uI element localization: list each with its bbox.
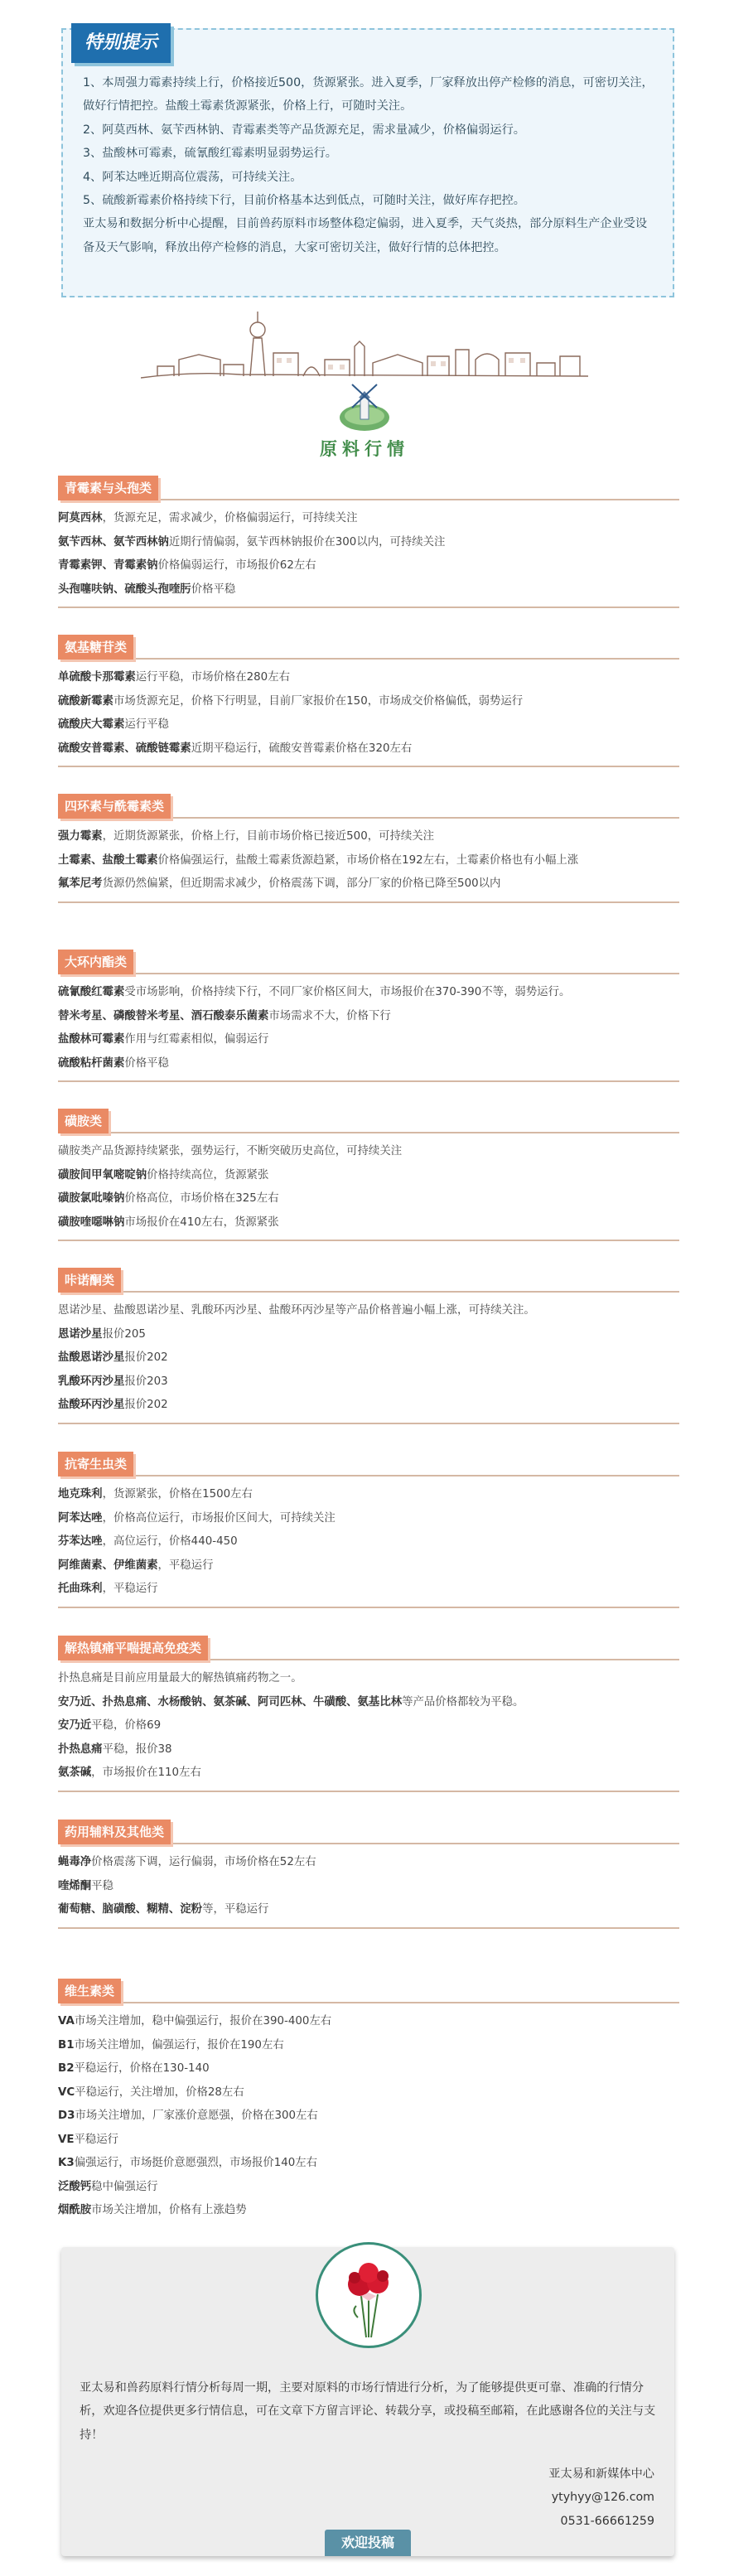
list-item — [58, 1211, 679, 1235]
item-name: 烟酰胺 — [58, 2204, 92, 2216]
footer-org: 亚太易和新媒体中心 — [548, 2467, 654, 2481]
item-name: 磺胺间甲氧嘧啶钠 — [58, 1168, 147, 1182]
item-desc: 作用与红霉素相似，偏弱运行 — [124, 1033, 269, 1046]
item-name: 磺胺氯吡嗪钠 — [58, 1192, 125, 1205]
section-tag: 青霉素与头孢类 — [58, 476, 158, 500]
item-desc: 市场关注增加，稳中偏强运行，报价在390-400左右 — [74, 2015, 332, 2027]
list-item — [58, 2176, 679, 2200]
item-name: 恩诺沙星 — [58, 1327, 103, 1341]
list-item — [58, 1507, 679, 1531]
item-desc: 近期平稳运行，硫酸安普霉素价格在320左右 — [191, 742, 413, 755]
item-name: K3 — [58, 2157, 75, 2169]
item-desc: 报价203 — [124, 1375, 168, 1388]
item-desc: 平稳运行 — [74, 2133, 119, 2146]
notice-body — [83, 71, 656, 259]
list-item — [58, 2105, 679, 2129]
section-header — [58, 794, 679, 822]
section-tag: 四环素与酰霉素类 — [58, 794, 171, 819]
item-name: B1 — [58, 2038, 75, 2052]
carnation-image — [316, 2242, 422, 2348]
item-desc: 价格持续高位，货源紧张 — [147, 1168, 269, 1182]
list-item — [58, 713, 679, 737]
list-item — [58, 507, 679, 531]
item-desc: 平稳运行，关注增加，价格28左右 — [75, 2085, 244, 2099]
section-vitamin — [58, 1979, 679, 2223]
list-item — [58, 578, 679, 602]
item-desc: 稳中偏强运行 — [91, 2180, 158, 2193]
item-desc: 等，平稳运行 — [202, 1903, 269, 1916]
section-header — [58, 950, 679, 978]
item-desc: 价格偏强运行，盐酸土霉素货源趋紧，市场价格在192左右，土霉素价格也有小幅上涨 — [157, 853, 579, 867]
item-name: 氨茶碱 — [58, 1766, 92, 1779]
item-desc: 运行平稳，市场价格在280左右 — [135, 671, 290, 684]
list-item — [58, 1483, 679, 1507]
list-item — [58, 531, 679, 555]
section-tag: 药用辅料及其他类 — [58, 1820, 171, 1844]
item-desc: 偏强运行，市场挺价意愿强烈，市场报价140左右 — [74, 2157, 318, 2169]
item-desc: 恩诺沙星、盐酸恩诺沙星、乳酸环丙沙星、盐酸环丙沙星等产品价格普遍小幅上涨，可持续关注。 — [58, 1304, 535, 1317]
item-name: 单硫酸卡那霉素 — [58, 671, 136, 684]
list-item — [58, 1394, 679, 1418]
item-name: 地克珠利 — [58, 1488, 103, 1501]
item-name: 磺胺喹噁啉钠 — [58, 1216, 125, 1229]
item-desc: 价格高位，市场价格在325左右 — [124, 1192, 279, 1205]
section-body — [58, 504, 679, 602]
section-antiparasitic — [58, 1452, 679, 1608]
item-desc: 市场需求不大，价格下行 — [268, 1009, 391, 1022]
item-desc: 近期行情偏弱，氨苄西林钠报价在300以内，可持续关注 — [168, 535, 446, 549]
list-item — [58, 2129, 679, 2153]
section-tag: 维生素类 — [58, 1979, 121, 2003]
item-name: 阿维菌素、伊维菌素 — [58, 1559, 158, 1572]
list-item — [58, 666, 679, 690]
section-body — [58, 1137, 679, 1235]
list-item — [58, 1530, 679, 1554]
list-item — [58, 2199, 679, 2223]
footer-intro: 亚太易和兽药原料行情分析每周一期，主要对原料的市场行情进行分析，为了能够提供更可靠、准确的行情分析，欢迎各位提供更多行情信息，可在文章下方留言评论、转载分享，或投稿至邮箱，在此感谢各位的关注与支持！ — [80, 2381, 656, 2442]
item-name: 盐酸恩诺沙星 — [58, 1351, 125, 1364]
list-item — [58, 1370, 679, 1394]
emblem-title: 原料行情 — [320, 439, 409, 459]
item-desc: ，货源紧张，价格在1500左右 — [102, 1488, 253, 1501]
item-name: 氟苯尼考 — [58, 877, 103, 890]
item-name: 氨苄西林、氨苄西林钠 — [58, 535, 169, 549]
list-item — [58, 1346, 679, 1370]
section-header — [58, 1636, 679, 1664]
notice-line: 4、阿苯达唑近期高位震荡，可持续关注。 — [83, 170, 302, 184]
item-name: 乳酸环丙沙星 — [58, 1375, 125, 1388]
item-desc: 等产品价格都较为平稳。 — [402, 1695, 524, 1708]
section-aminoglycoside — [58, 635, 679, 767]
item-desc: 市场关注增加，价格有上涨趋势 — [91, 2204, 247, 2216]
list-item — [58, 1140, 679, 1164]
list-item — [58, 1299, 679, 1323]
item-desc: 平稳 — [91, 1879, 113, 1892]
section-tetracycline — [58, 794, 679, 903]
section-header — [58, 1268, 679, 1296]
section-header — [58, 1452, 679, 1480]
section-sulfonamide — [58, 1109, 679, 1241]
item-desc: 磺胺类产品货源持续紧张，强势运行，不断突破历史高位，可持续关注 — [58, 1145, 403, 1158]
list-item — [58, 2152, 679, 2176]
list-item — [58, 825, 679, 849]
contribute-button[interactable]: 欢迎投稿 — [325, 2530, 411, 2556]
item-desc: 市场货源充足，价格下行明显，目前厂家报价在150，市场成交价格偏低，弱势运行 — [113, 694, 524, 708]
item-desc: 受市场影响，价格持续下行，不同厂家价格区间大，市场报价在370-390不等，弱势运行。 — [124, 986, 571, 998]
item-desc: ，价格高位运行，市场报价区间大，可持续关注 — [102, 1511, 336, 1525]
list-item — [58, 737, 679, 761]
special-notice-box — [61, 28, 674, 297]
section-header — [58, 1979, 679, 2007]
section-body — [58, 2007, 679, 2223]
item-desc: 运行平稳 — [124, 718, 169, 731]
item-desc: 价格偏弱运行，市场报价62左右 — [157, 559, 316, 572]
section-penicillin — [58, 476, 679, 608]
section-tag: 咔诺酮类 — [58, 1268, 121, 1293]
list-item — [58, 1875, 679, 1899]
item-desc: 扑热息痛是目前应用量最大的解热镇痛药物之一。 — [58, 1672, 302, 1684]
footer-card — [61, 2247, 674, 2556]
item-desc: 市场报价在410左右，货源紧张 — [124, 1216, 279, 1229]
section-header — [58, 1820, 679, 1848]
carnation-icon — [318, 2245, 419, 2346]
section-tag: 抗寄生虫类 — [58, 1452, 133, 1476]
footer-contact — [548, 2462, 654, 2533]
list-item — [58, 1005, 679, 1029]
item-name: 阿莫西林 — [58, 512, 103, 524]
section-tag: 大环内酯类 — [58, 950, 133, 974]
section-body — [58, 1664, 679, 1786]
list-item — [58, 1691, 679, 1715]
section-header — [58, 1109, 679, 1137]
list-item — [58, 1052, 679, 1076]
list-item — [58, 2081, 679, 2105]
list-item — [58, 1714, 679, 1738]
section-tag: 磺胺类 — [58, 1109, 109, 1133]
item-name: 安乃近、扑热息痛、水杨酸钠、氨茶碱、阿司匹林、牛磺酸、氨基比林 — [58, 1695, 403, 1708]
list-item — [58, 872, 679, 897]
item-desc: ，市场报价在110左右 — [91, 1766, 201, 1779]
list-item — [58, 2057, 679, 2081]
list-item — [58, 554, 679, 578]
list-item — [58, 1851, 679, 1875]
section-macrolide — [58, 950, 679, 1082]
list-item — [58, 849, 679, 873]
list-item — [58, 2010, 679, 2034]
item-name: 头孢噻呋钠、硫酸头孢喹肟 — [58, 582, 191, 596]
section-header — [58, 476, 679, 504]
item-name: 硫氰酸红霉素 — [58, 986, 125, 998]
section-header — [58, 635, 679, 663]
item-name: 强力霉素 — [58, 830, 103, 843]
list-item — [58, 1164, 679, 1188]
notice-line: 2、阿莫西林、氨苄西林钠、青霉素类等产品货源充足，需求量减少，价格偏弱运行。 — [83, 123, 525, 137]
item-name: 阿苯达唑 — [58, 1511, 103, 1525]
item-name: B2 — [58, 2062, 75, 2075]
item-desc: ，平稳运行 — [102, 1583, 158, 1595]
section-body — [58, 822, 679, 897]
item-desc: 平稳，价格69 — [91, 1719, 162, 1732]
item-desc: 报价205 — [102, 1327, 146, 1341]
notice-title: 特别提示 — [71, 23, 171, 63]
item-name: 喹烯酮 — [58, 1879, 92, 1892]
notice-summary: 亚太易和数据分析中心提醒，目前兽药原料市场整体稳定偏弱，进入夏季，天气炎热，部分原料生产企业受设备及天气影响，释放出停产检修的消息，大家可密切关注，做好行情的总体把控。 — [83, 217, 648, 254]
item-name: 泛酸钙 — [58, 2180, 92, 2193]
item-desc: ，货源充足，需求减少，价格偏弱运行，可持续关注 — [102, 512, 358, 524]
windmill-icon — [336, 383, 393, 433]
item-name: 青霉素钾、青霉素钠 — [58, 559, 158, 572]
notice-line: 1、本周强力霉素持续上行，价格接近500，货源紧张。进入夏季，厂家释放出停产检修的消息，可密切关注，做好行情把控。盐酸土霉素货源紧张，价格上行，可随时关注。 — [83, 76, 654, 114]
section-tag: 氨基糖苷类 — [58, 635, 133, 660]
item-desc: 货源仍然偏紧，但近期需求减少，价格震荡下调，部分厂家的价格已降至500以内 — [102, 877, 501, 890]
section-quinolone — [58, 1268, 679, 1424]
list-item — [58, 1898, 679, 1922]
footer-email[interactable]: ytyhyy@126.com — [551, 2491, 654, 2505]
section-body — [58, 663, 679, 761]
list-item — [58, 1762, 679, 1786]
item-name: VC — [58, 2085, 75, 2099]
item-desc: 市场关注增加，偏强运行，报价在190左右 — [74, 2038, 284, 2052]
section-body — [58, 1480, 679, 1602]
list-item — [58, 1578, 679, 1602]
item-name: 土霉素、盐酸土霉素 — [58, 853, 158, 867]
item-desc: 价格平稳 — [124, 1056, 169, 1070]
item-desc: ，平稳运行 — [157, 1559, 214, 1572]
item-name: 硫酸新霉素 — [58, 694, 113, 708]
list-item — [58, 2034, 679, 2058]
list-item — [58, 1738, 679, 1762]
item-desc: ，近期货源紧张，价格上行，目前市场价格已接近500，可持续关注 — [102, 830, 435, 843]
section-body — [58, 1296, 679, 1418]
item-name: 葡萄糖、脑磺酸、糊精、淀粉 — [58, 1903, 203, 1916]
list-item — [58, 1323, 679, 1347]
list-item — [58, 1187, 679, 1211]
item-desc: 价格震荡下调，运行偏弱，市场价格在52左右 — [91, 1856, 316, 1868]
section-excipient — [58, 1820, 679, 1929]
item-name: 芬苯达唑 — [58, 1535, 103, 1548]
list-item — [58, 981, 679, 1005]
item-name: 安乃近 — [58, 1719, 92, 1732]
item-name: D3 — [58, 2110, 75, 2122]
list-item — [58, 690, 679, 714]
item-name: 托曲珠利 — [58, 1583, 103, 1595]
item-desc: 平稳运行，价格在130-140 — [74, 2062, 210, 2075]
item-name: VE — [58, 2133, 75, 2146]
list-item — [58, 1554, 679, 1578]
item-name: 硫酸粘杆菌素 — [58, 1056, 125, 1070]
section-body — [58, 978, 679, 1075]
footer-phone: 0531-66661259 — [560, 2514, 654, 2528]
item-name: 硫酸庆大霉素 — [58, 718, 125, 731]
section-antipyretic — [58, 1636, 679, 1792]
notice-line: 5、硫酸新霉素价格持续下行，目前价格基本达到低点，可随时关注，做好库存把控。 — [83, 194, 525, 208]
item-desc: ，高位运行，价格440-450 — [102, 1535, 238, 1548]
item-name: 扑热息痛 — [58, 1742, 103, 1756]
item-desc: 价格平稳 — [191, 582, 236, 596]
item-desc: 市场关注增加，厂家涨价意愿强，价格在300左右 — [75, 2110, 318, 2122]
list-item — [58, 1028, 679, 1052]
item-name: 替米考星、磷酸替米考星、酒石酸泰乐菌素 — [58, 1009, 269, 1022]
item-name: VA — [58, 2015, 75, 2027]
notice-line: 3、盐酸林可霉素，硫氰酸红霉素明显弱势运行。 — [83, 147, 337, 161]
section-tag: 解热镇痛平喘提高免疫类 — [58, 1636, 208, 1660]
section-body — [58, 1848, 679, 1922]
item-desc: 报价202 — [124, 1351, 168, 1364]
item-name: 硫酸安普霉素、硫酸链霉素 — [58, 742, 191, 755]
item-name: 盐酸环丙沙星 — [58, 1399, 125, 1411]
item-name: 蝇毒净 — [58, 1856, 92, 1868]
list-item — [58, 1667, 679, 1691]
city-skyline-illustration — [141, 305, 588, 384]
item-name: 盐酸林可霉素 — [58, 1033, 125, 1046]
item-desc: 报价202 — [124, 1399, 168, 1411]
item-desc: 平稳，报价38 — [102, 1742, 172, 1756]
